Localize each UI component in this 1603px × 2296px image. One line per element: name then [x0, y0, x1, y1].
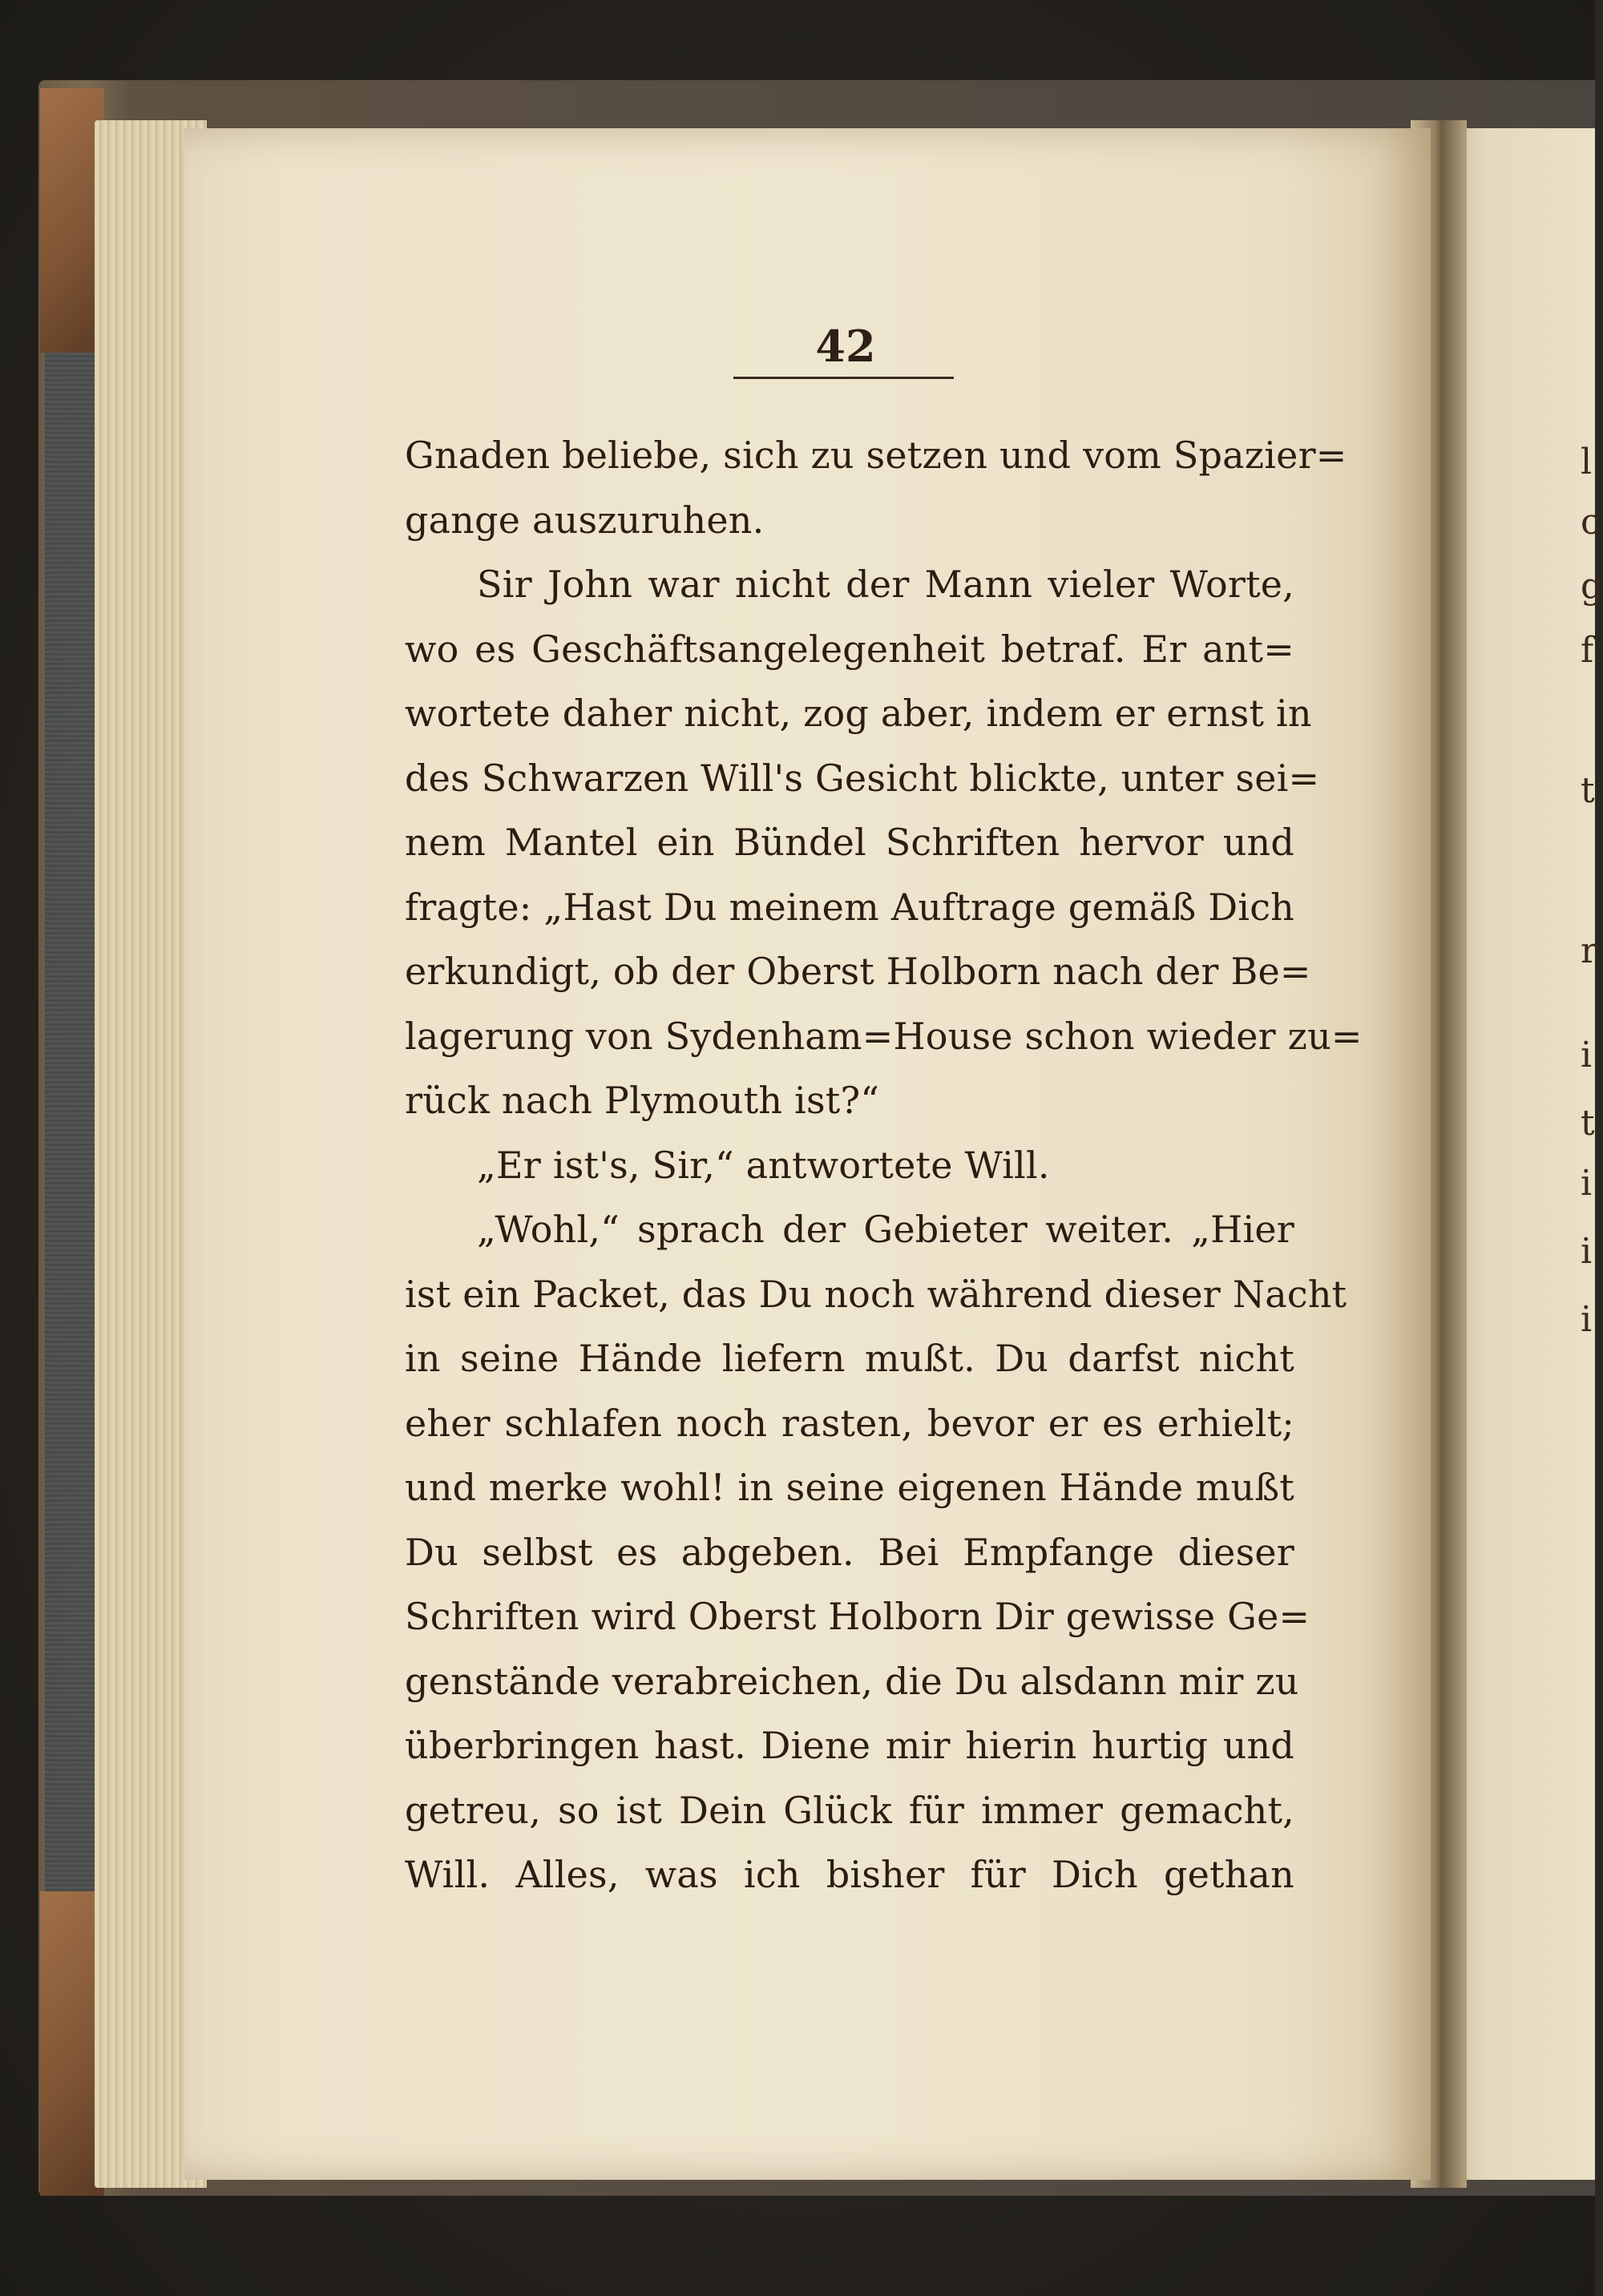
page-number: 42	[815, 321, 876, 372]
facing-page-letter: i	[1581, 1035, 1593, 1075]
text-line: erkundigt, ob der Oberst Holborn nach der Be=	[405, 950, 1311, 993]
text-line: lagerung von Sydenham=House schon wieder zu=	[405, 1014, 1363, 1058]
facing-page-letter: l	[1581, 442, 1593, 482]
page-number-rule	[733, 377, 954, 379]
text-line: gange auszuruhen.	[405, 498, 765, 542]
text-line: Sir John war nicht der Mann vieler Worte,	[477, 563, 1294, 606]
text-line: Gnaden beliebe, sich zu setzen und vom Spazier=	[405, 434, 1347, 477]
facing-page-letter: t	[1581, 770, 1595, 811]
facing-page-letter: r	[1581, 930, 1598, 971]
facing-page-letter: i	[1581, 1231, 1593, 1272]
page-text	[405, 423, 1363, 1907]
text-line: überbringen hast. Diene mir hierin hurtig und	[405, 1724, 1294, 1767]
text-line: genstände verabreichen, die Du alsdann mir zu	[405, 1659, 1299, 1703]
text-line: rück nach Plymouth ist?“	[405, 1079, 880, 1122]
text-line: des Schwarzen Will's Gesicht blickte, unter sei=	[405, 756, 1320, 800]
text-line: wortete daher nicht, zog aber, indem er ernst in	[405, 692, 1312, 735]
text-line: Du selbst es abgeben. Bei Empfange dieser	[405, 1530, 1294, 1574]
text-line: ist ein Packet, das Du noch während dieser Nacht	[405, 1272, 1347, 1316]
facing-page-letter: g	[1581, 566, 1603, 607]
text-line: nem Mantel ein Bündel Schriften hervor und	[405, 821, 1294, 864]
facing-page-letter: t	[1581, 1103, 1595, 1144]
text-line: eher schlafen noch rasten, bevor er es erhielt;	[405, 1401, 1294, 1445]
facing-page-letter: f	[1581, 630, 1594, 671]
facing-page-letter: c	[1581, 502, 1601, 543]
cover-cloth-edge	[45, 88, 101, 2188]
text-line: wo es Geschäftsangelegenheit betraf. Er ant=	[405, 627, 1294, 671]
text-line: getreu, so ist Dein Glück für immer gemacht,	[405, 1788, 1294, 1832]
facing-page-letter: i	[1581, 1299, 1593, 1340]
text-line: Will. Alles, was ich bisher für Dich gethan	[405, 1853, 1294, 1896]
text-line: fragte: „Hast Du meinem Auftrage gemäß Dich	[405, 885, 1294, 929]
text-line: „Wohl,“ sprach der Gebieter weiter. „Hier	[477, 1208, 1294, 1251]
text-line: Schriften wird Oberst Holborn Dir gewisse Ge=	[405, 1595, 1310, 1638]
text-line: in seine Hände liefern mußt. Du darfst nicht	[405, 1337, 1294, 1380]
facing-page-letter: i	[1581, 1163, 1593, 1204]
text-line: „Er ist's, Sir,“ antwortete Will.	[477, 1143, 1050, 1187]
text-line: und merke wohl! in seine eigenen Hände mußt	[405, 1466, 1294, 1509]
